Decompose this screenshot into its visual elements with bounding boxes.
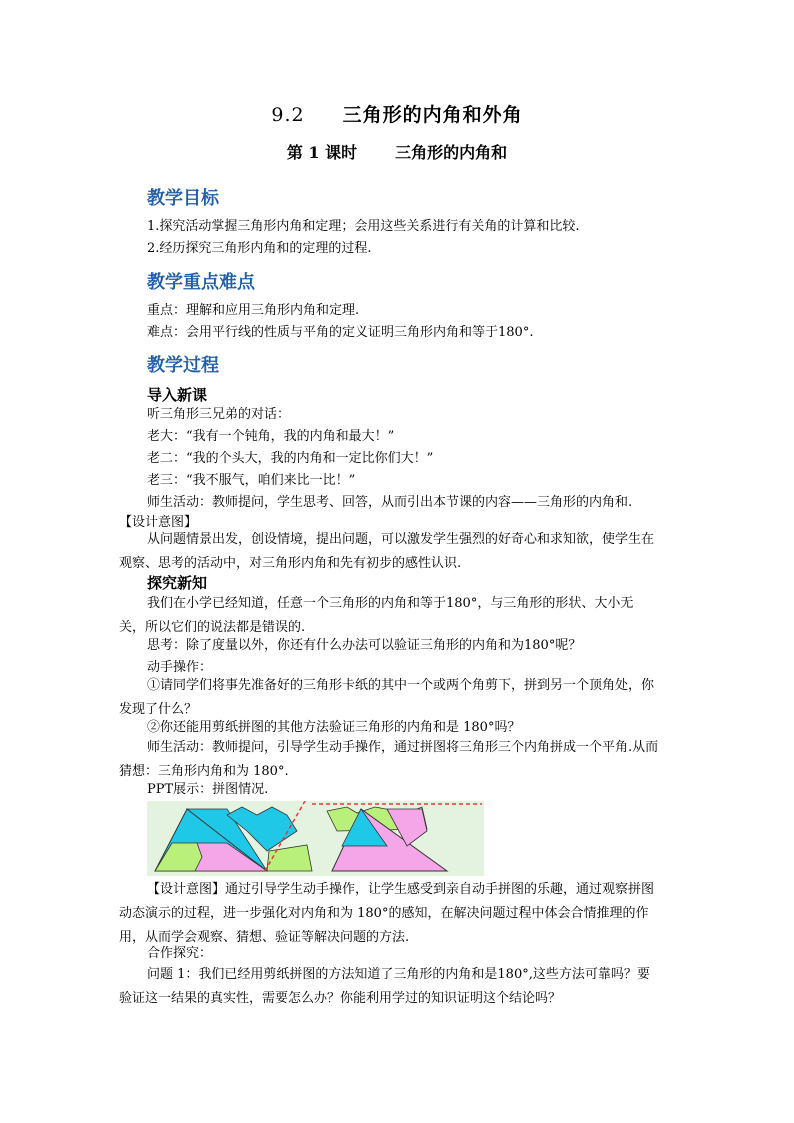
question-1-text: 问题 1：我们已经用剪纸拼图的方法知道了三角形的内角和是180°,这些方法可靠吗？要验证这一结果的真实性，需要怎么办？你能利用学过的知识证明这个结论吗？ [119,967,650,1006]
heading-key-points: 教学重点难点 [147,272,255,293]
difficulty: 难点：会用平行线的性质与平角的定义证明三角形内角和等于180°. [147,325,534,340]
key-point: 重点：理解和应用三角形内角和定理. [147,303,360,318]
think-question: 思考：除了度量以外，你还有什么办法可以验证三角形的内角和为180°呢？ [147,638,582,653]
intro-line-1: 听三角形三兄弟的对话： [147,407,291,422]
title-text: 三角形的内角和外角 [342,104,523,126]
objective-1: 1.探究活动掌握三角形内角和定理；会用这些关系进行有关角的计算和比较. [147,219,580,234]
design-text-2: 【设计意图】通过引导学生动手操作，让学生感受到亲自动手拼图的乐趣，通过观察拼图动态演示的过程，进一步强化对内角和为 180°的感知，在解决问题过程中体会合情推理的作用，从而学会观察、猜想、验证等解决问题的方法. [119,882,655,945]
lesson-subtitle [0,140,794,163]
design-label: 【设计意图】 [119,515,198,530]
hands-on-label: 动手操作： [147,660,213,675]
heading-process: 教学过程 [147,355,219,376]
coop-label: 合作探究： [147,946,213,961]
intro-line-2: 老大：“我有一个钝角，我的内角和最大！” [147,429,395,444]
page-title [0,100,794,127]
intro-line-4: 老三：“我不服气，咱们来比一比！” [147,473,356,488]
puzzle-figure [147,801,484,876]
heading-explore: 探究新知 [147,574,208,592]
heading-intro: 导入新课 [147,386,208,404]
design-paragraph [119,528,659,576]
step-1-paragraph [119,674,659,722]
objective-2: 2.经历探究三角形内角和的定理的过程. [147,241,372,256]
lesson-number: 第 1 课时 [286,143,358,162]
step-1-text: ①请同学们将事先准备好的三角形卡纸的其中一个或两个角剪下，拼到另一个顶角处，你发现了什么？ [119,678,655,717]
explore-text-1: 我们在小学已经知道，任意一个三角形的内角和等于180°，与三角形的形状、大小无关，所以它们的说法都是错误的. [119,596,634,635]
design-text: 从问题情景出发，创设情境，提出问题，可以激发学生强烈的好奇心和求知欲，使学生在观察、思考的活动中，对三角形内角和先有初步的感性认识. [119,532,655,571]
question-1-paragraph [119,963,659,1011]
activity-text: 师生活动：教师提问，引导学生动手操作，通过拼图将三角形三个内角拼成一个平角.从而猜想：三角形内角和为 180°. [119,740,659,779]
intro-line-3: 老二：“我的个头大，我的内角和一定比你们大！” [147,451,434,466]
design-paragraph-2 [119,878,659,950]
intro-line-5: 师生活动：教师提问，学生思考、回答，从而引出本节课的内容——三角形的内角和. [147,495,633,510]
step-2: ②你还能用剪纸拼图的其他方法验证三角形的内角和是 180°吗？ [147,720,521,735]
lesson-title: 三角形的内角和 [395,143,508,162]
explore-paragraph-1 [119,592,659,640]
section-number: 9.2 [271,104,305,126]
activity-paragraph [119,736,659,784]
ppt-caption: PPT展示：拼图情况. [147,782,269,797]
heading-objectives: 教学目标 [147,188,219,209]
